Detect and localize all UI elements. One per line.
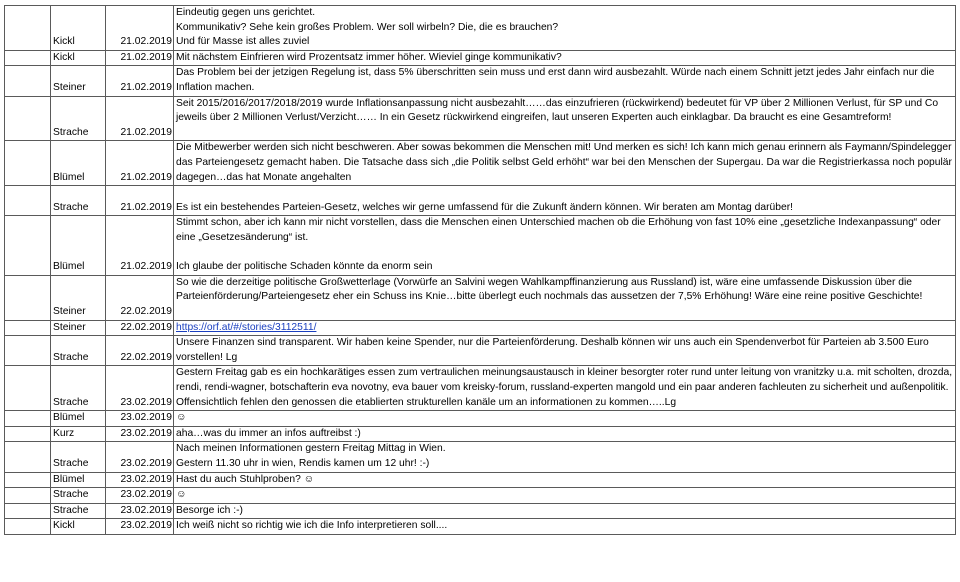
message-cell: Gestern Freitag gab es ein hochkarätiges essen zum vertraulichen meinungsaustausch in kleiner besorgter roter rund unter leitung von vranitzky u.a. mit scholten, drozda, rendi, rendi-wagner, botschafterin eva novotny, eva bauer vom kreisky-forum, russland-experten mangold und ein paar anderen fachleuten zu sicherheit und außenpolitik. Offensichtlich fehlen den genossen die etablierten strukturellen kanäle um an informationen zu kommen…..Lg bbox=[174, 366, 956, 411]
date-cell: 21.02.2019 bbox=[106, 66, 174, 96]
date-cell: 21.02.2019 bbox=[106, 6, 174, 51]
message-cell: Nach meinen Informationen gestern Freitag Mittag in Wien. Gestern 11.30 uhr in wien, Rendis kamen um 12 uhr! :-) bbox=[174, 442, 956, 472]
table-row bbox=[5, 426, 956, 442]
table-row bbox=[5, 216, 956, 275]
sender-name-cell: Steiner bbox=[51, 275, 106, 320]
table-row bbox=[5, 50, 956, 66]
message-cell: Es ist ein bestehendes Parteien-Gesetz, welches wir gerne umfassend für die Zukunft ändern können. Wir beraten am Montag darüber! bbox=[174, 186, 956, 216]
message-cell: ☺ bbox=[174, 411, 956, 427]
sender-name-cell: Steiner bbox=[51, 66, 106, 96]
message-cell: Das Problem bei der jetzigen Regelung ist, dass 5% überschritten sein muss und erst dann wird ausbezahlt. Würde nach einem Schnitt jetzt jedes Jahr einfach nur die Inflation machen. bbox=[174, 66, 956, 96]
row-blank-cell bbox=[5, 426, 51, 442]
date-cell: 23.02.2019 bbox=[106, 519, 174, 535]
table-row bbox=[5, 336, 956, 366]
table-row bbox=[5, 6, 956, 51]
article-link[interactable]: https://orf.at/#/stories/3112511/ bbox=[176, 321, 317, 333]
sender-name-cell: Strache bbox=[51, 186, 106, 216]
sender-name-cell: Blümel bbox=[51, 411, 106, 427]
message-cell: Hast du auch Stuhlproben? ☺ bbox=[174, 472, 956, 488]
sender-name-cell: Strache bbox=[51, 503, 106, 519]
table-row bbox=[5, 442, 956, 472]
message-cell: So wie die derzeitige politische Großwetterlage (Vorwürfe an Salvini wegen Wahlkampffinanzierung aus Russland) ist, wäre eine umfassende Diskussion über die Parteienförderung/Parteiengesetz eher ein Schuss ins Knie…bitte überlegt euch nochmals das aussetzen der 7,5% Erhöhung! Wäre eine reine positive Geschichte! bbox=[174, 275, 956, 320]
row-blank-cell bbox=[5, 216, 51, 275]
date-cell: 21.02.2019 bbox=[106, 186, 174, 216]
sender-name-cell: Steiner bbox=[51, 320, 106, 336]
table-row bbox=[5, 96, 956, 141]
message-cell: Stimmt schon, aber ich kann mir nicht vorstellen, dass die Menschen einen Unterschied machen ob die Erhöhung von fast 10% eine „gesetzliche Indexanpassung“ oder eine „Gesetzesänderung“ ist. Ich glaube der politische Schaden könnte da enorm sein bbox=[174, 216, 956, 275]
row-blank-cell bbox=[5, 442, 51, 472]
chat-log-body bbox=[5, 6, 956, 535]
row-blank-cell bbox=[5, 472, 51, 488]
date-cell: 22.02.2019 bbox=[106, 275, 174, 320]
date-cell: 23.02.2019 bbox=[106, 472, 174, 488]
sender-name-cell: Blümel bbox=[51, 472, 106, 488]
sender-name-cell: Blümel bbox=[51, 216, 106, 275]
row-blank-cell bbox=[5, 186, 51, 216]
message-cell: Mit nächstem Einfrieren wird Prozentsatz immer höher. Wieviel ginge kommunikativ? bbox=[174, 50, 956, 66]
row-blank-cell bbox=[5, 6, 51, 51]
message-cell bbox=[174, 320, 956, 336]
table-row bbox=[5, 519, 956, 535]
sender-name-cell: Strache bbox=[51, 96, 106, 141]
table-row bbox=[5, 186, 956, 216]
message-cell: Eindeutig gegen uns gerichtet. Kommunikativ? Sehe kein großes Problem. Wer soll wirbeln? Die, die es brauchen? Und für Masse ist alles zuviel bbox=[174, 6, 956, 51]
message-cell: Ich weiß nicht so richtig wie ich die Info interpretieren soll.... bbox=[174, 519, 956, 535]
date-cell: 21.02.2019 bbox=[106, 216, 174, 275]
row-blank-cell bbox=[5, 50, 51, 66]
message-cell: aha…was du immer an infos auftreibst :) bbox=[174, 426, 956, 442]
table-row bbox=[5, 320, 956, 336]
row-blank-cell bbox=[5, 275, 51, 320]
message-cell: Besorge ich :-) bbox=[174, 503, 956, 519]
date-cell: 23.02.2019 bbox=[106, 411, 174, 427]
table-row bbox=[5, 141, 956, 186]
table-row bbox=[5, 66, 956, 96]
sender-name-cell: Kurz bbox=[51, 426, 106, 442]
sender-name-cell: Kickl bbox=[51, 519, 106, 535]
sender-name-cell: Kickl bbox=[51, 6, 106, 51]
table-row bbox=[5, 472, 956, 488]
sender-name-cell: Strache bbox=[51, 336, 106, 366]
table-row bbox=[5, 366, 956, 411]
row-blank-cell bbox=[5, 141, 51, 186]
row-blank-cell bbox=[5, 96, 51, 141]
sender-name-cell: Strache bbox=[51, 488, 106, 504]
message-cell: Seit 2015/2016/2017/2018/2019 wurde Inflationsanpassung nicht ausbezahlt……das einzufrieren (rückwirkend) bedeutet für VP über 2 Millionen Verlust, für SP und Co jeweils über 2 Millionen Verlust/Verzicht…… In ein Gesetz rückwirkend eingreifen, laut unseren Experten auch einklagbar. Da braucht es eine Gesamtreform! bbox=[174, 96, 956, 141]
row-blank-cell bbox=[5, 366, 51, 411]
chat-log-table bbox=[4, 5, 956, 535]
date-cell: 23.02.2019 bbox=[106, 426, 174, 442]
row-blank-cell bbox=[5, 336, 51, 366]
row-blank-cell bbox=[5, 519, 51, 535]
row-blank-cell bbox=[5, 503, 51, 519]
date-cell: 22.02.2019 bbox=[106, 320, 174, 336]
date-cell: 23.02.2019 bbox=[106, 488, 174, 504]
sender-name-cell: Blümel bbox=[51, 141, 106, 186]
message-cell: ☺ bbox=[174, 488, 956, 504]
message-cell: Die Mitbewerber werden sich nicht beschweren. Aber sowas bekommen die Menschen mit! Und merken es sich! Ich kann mich genau erinnern als Faymann/Spindelegger das Parteiengesetz gemacht haben. Die Tatsache dass sich „die Politik selbst Geld erhöht“ war bei den Menschen der Supergau. Da war die Registrierkassa noch populär dagegen…das hat Monate angehalten bbox=[174, 141, 956, 186]
date-cell: 21.02.2019 bbox=[106, 50, 174, 66]
date-cell: 23.02.2019 bbox=[106, 503, 174, 519]
table-row bbox=[5, 275, 956, 320]
table-row bbox=[5, 488, 956, 504]
date-cell: 22.02.2019 bbox=[106, 336, 174, 366]
table-row bbox=[5, 411, 956, 427]
row-blank-cell bbox=[5, 320, 51, 336]
row-blank-cell bbox=[5, 411, 51, 427]
sender-name-cell: Strache bbox=[51, 366, 106, 411]
row-blank-cell bbox=[5, 66, 51, 96]
date-cell: 23.02.2019 bbox=[106, 442, 174, 472]
sender-name-cell: Kickl bbox=[51, 50, 106, 66]
date-cell: 23.02.2019 bbox=[106, 366, 174, 411]
table-row bbox=[5, 503, 956, 519]
sender-name-cell: Strache bbox=[51, 442, 106, 472]
message-cell: Unsere Finanzen sind transparent. Wir haben keine Spender, nur die Parteienförderung. Deshalb können wir uns auch ein Spendenverbot für Parteien ab 3.500 Euro vorstellen! Lg bbox=[174, 336, 956, 366]
date-cell: 21.02.2019 bbox=[106, 96, 174, 141]
date-cell: 21.02.2019 bbox=[106, 141, 174, 186]
row-blank-cell bbox=[5, 488, 51, 504]
